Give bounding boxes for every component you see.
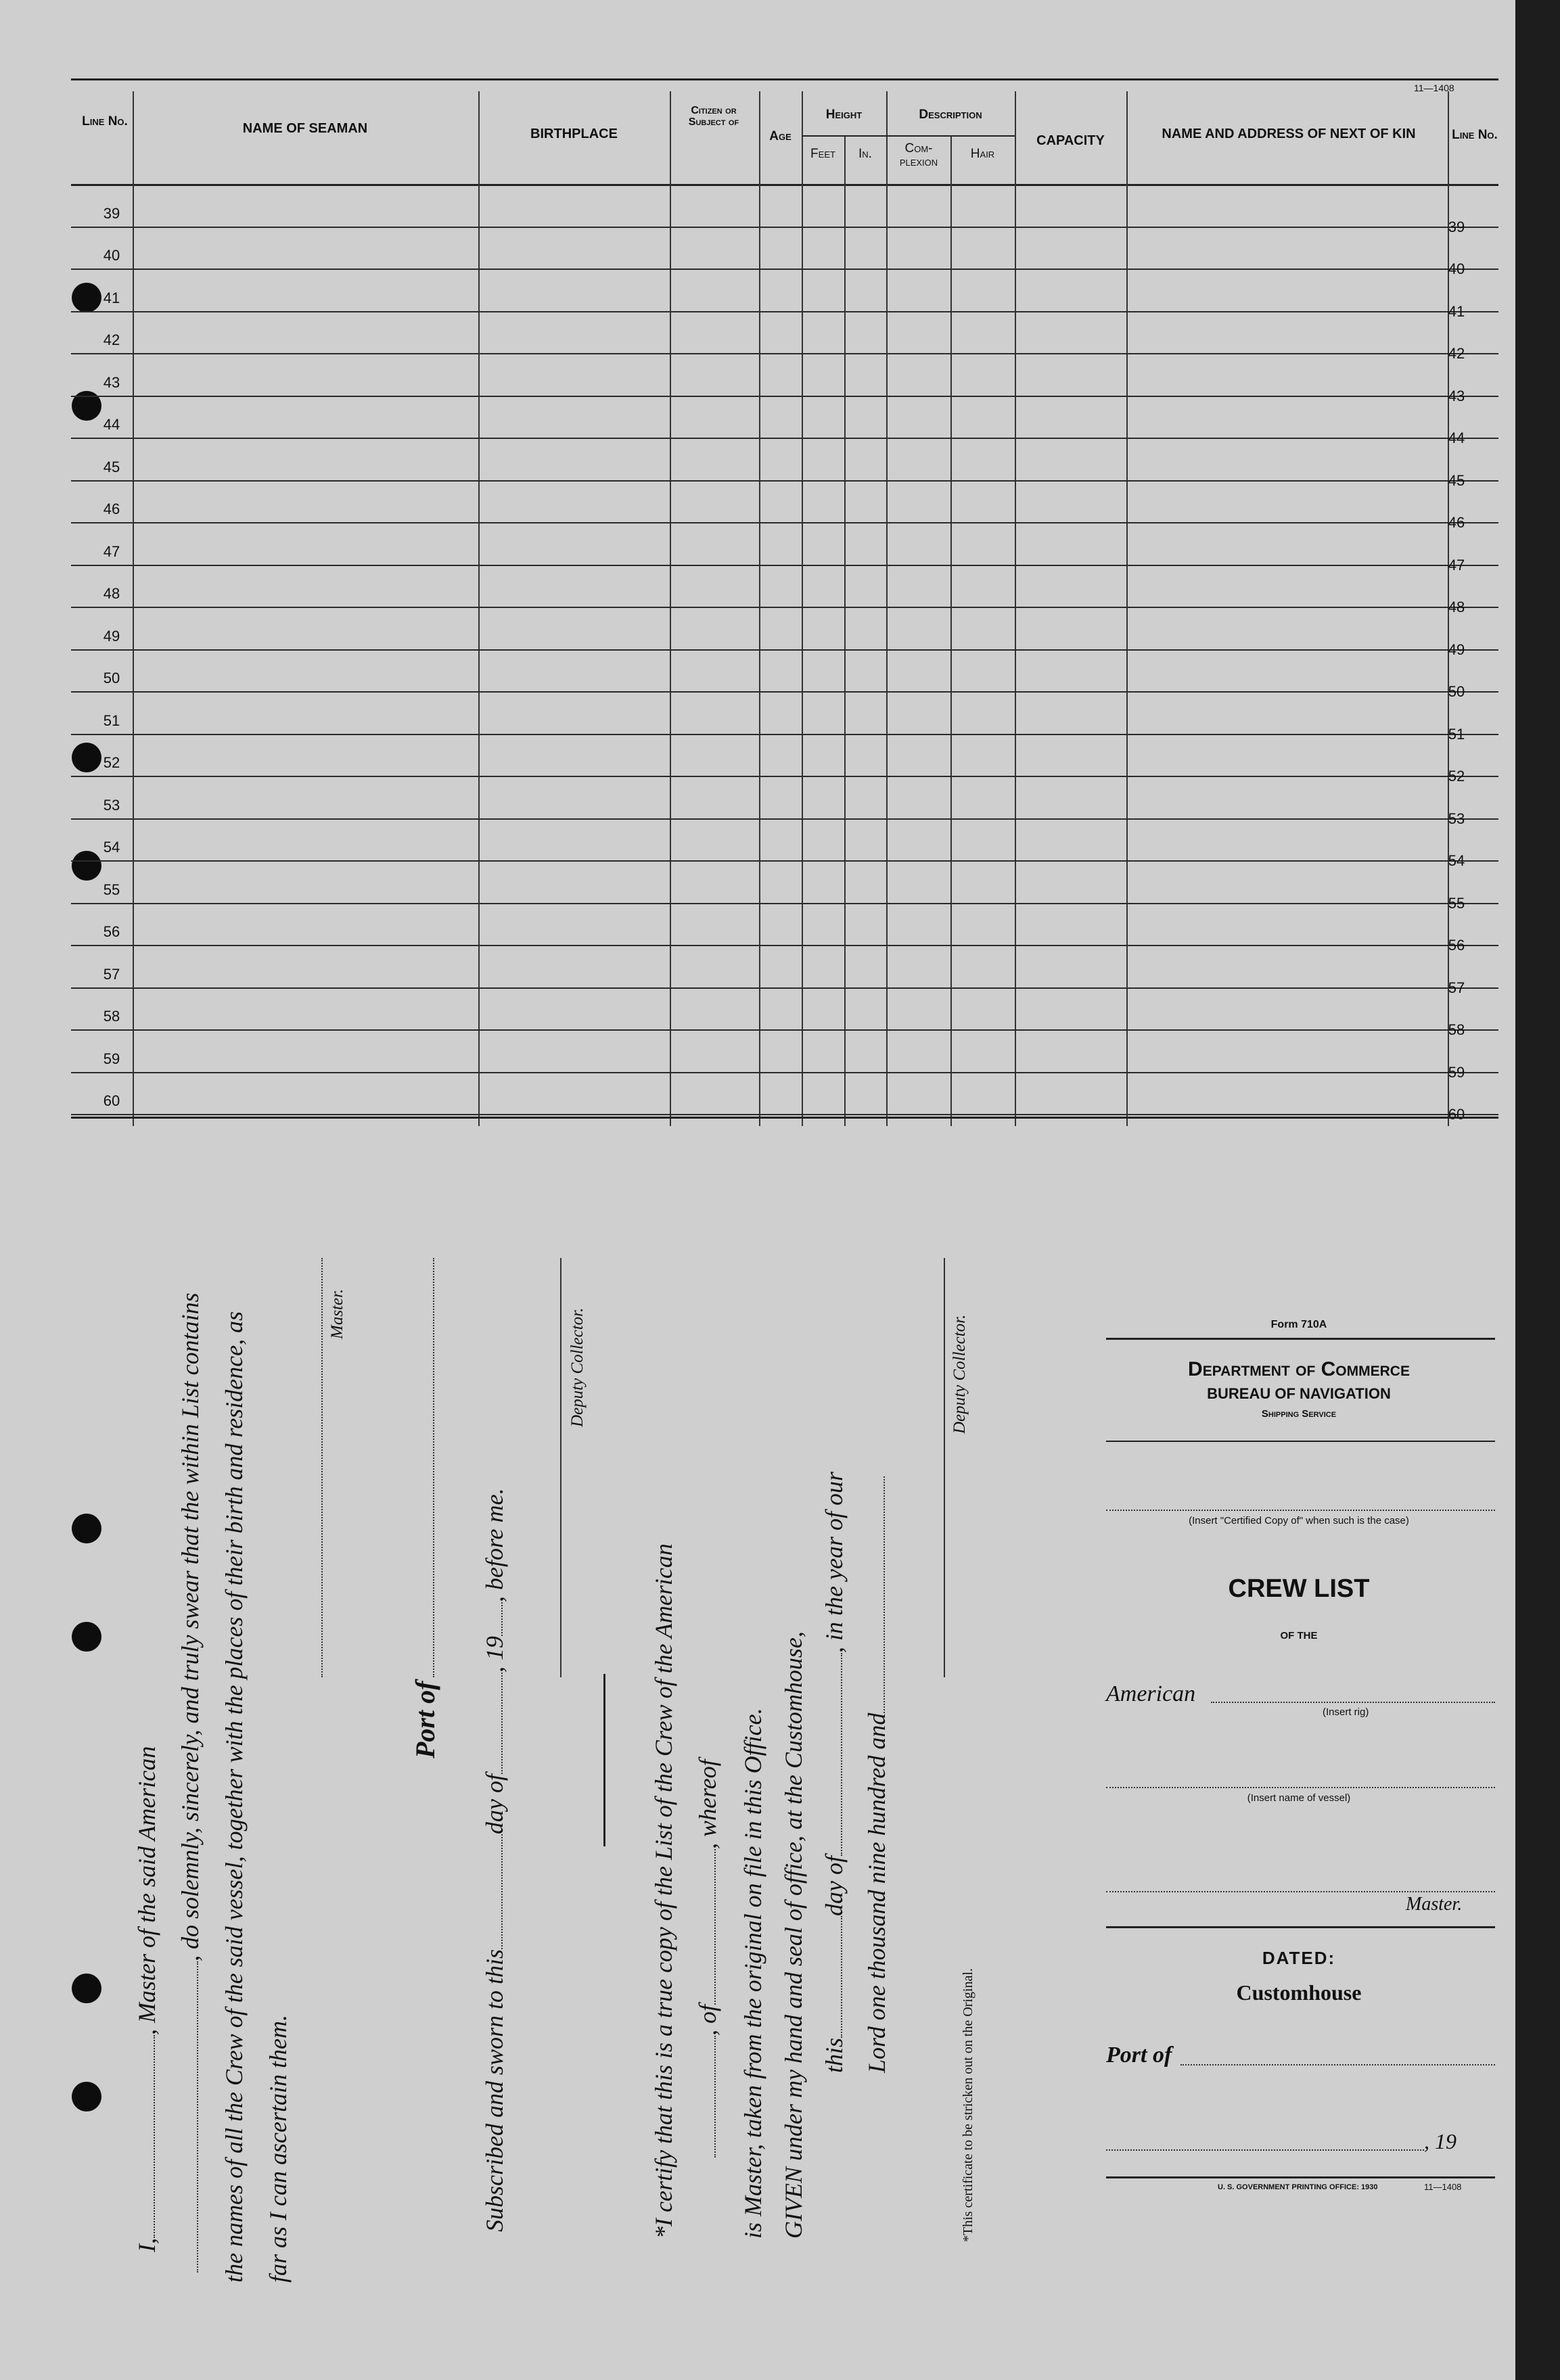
dated-label: DATED: <box>1262 1948 1336 1968</box>
table-row <box>71 311 1498 312</box>
line-number-left: 60 <box>103 1092 120 1109</box>
line-number-right: 57 <box>1448 979 1465 996</box>
line-number-right: 41 <box>1448 302 1465 320</box>
certificate-line-4: GIVEN under my hand and seal of office, at the Customhouse, <box>780 1631 807 2239</box>
insert-rig-note: (Insert rig) <box>1323 1706 1369 1718</box>
col-line <box>802 91 803 1126</box>
line-number-right: 58 <box>1448 1021 1465 1038</box>
col-line <box>886 91 888 1126</box>
cover-master-label: Master. <box>1406 1894 1463 1915</box>
line-number-left: 52 <box>103 754 120 771</box>
bureau-title: BUREAU OF NAVIGATION <box>1207 1385 1391 1402</box>
table-row <box>71 353 1498 354</box>
form-number-bottom: 11—1408 <box>1424 2182 1462 2192</box>
crew-list-title: CREW LIST <box>1228 1574 1370 1603</box>
col-line <box>133 91 134 1126</box>
table-row <box>71 480 1498 482</box>
line-number-left: 51 <box>103 711 120 729</box>
header-description: Description <box>919 108 982 122</box>
line-number-left: 42 <box>103 331 120 348</box>
line-number-left: 44 <box>103 416 120 433</box>
deputy-collector-2-label: Deputy Collector. <box>950 1314 969 1434</box>
line-number-left: 48 <box>103 585 120 602</box>
line-number-left: 43 <box>103 373 120 391</box>
line-number-right: 54 <box>1448 852 1465 869</box>
line-number-left: 53 <box>103 796 120 814</box>
deputy-collector-1-line <box>560 1258 561 1677</box>
header-hair: Hair <box>970 147 995 161</box>
insert-vessel-note: (Insert name of vessel) <box>1247 1792 1351 1804</box>
certified-copy-note: (Insert "Certified Copy of" when such is the case) <box>1189 1515 1409 1526</box>
port-of-label: Port of <box>410 1681 440 1758</box>
table-row <box>71 860 1498 862</box>
table-row <box>71 945 1498 946</box>
col-line <box>670 91 671 1126</box>
header-name-of-seaman: NAME OF SEAMAN <box>242 121 368 136</box>
header-age: Age <box>769 129 792 143</box>
table-row <box>71 649 1498 651</box>
line-number-right: 52 <box>1448 768 1465 785</box>
oath-line-3: the names of all the Crew of the said vessel, together with the places of their birth and residence, as <box>221 1311 248 2283</box>
customhouse-label: Customhouse <box>1236 1980 1362 2005</box>
header-line-no-right: Line No. <box>1452 128 1498 142</box>
certificate-line-1: *I certify that this is a true copy of the List of the Crew of the American <box>650 1543 677 2239</box>
page-edge <box>1515 0 1560 2380</box>
american-label: American <box>1106 1681 1196 1706</box>
vessel-name-line <box>1106 1787 1495 1788</box>
table-row <box>71 987 1498 989</box>
form-label: Form 710A <box>1270 1319 1327 1330</box>
col-line <box>844 135 846 1126</box>
cover-bottom-rule <box>1106 2176 1495 2178</box>
height-subheader-rule <box>802 135 1015 137</box>
certificate-footnote: *This certificate to be stricken out on the Original. <box>961 1968 976 2242</box>
line-number-right: 56 <box>1448 937 1465 954</box>
line-number-left: 46 <box>103 500 120 517</box>
line-number-right: 55 <box>1448 894 1465 912</box>
line-number-left: 54 <box>103 839 120 856</box>
punch-hole <box>72 1514 101 1543</box>
line-number-left: 45 <box>103 458 120 475</box>
line-number-left: 39 <box>103 204 120 222</box>
header-feet: Feet <box>810 147 835 161</box>
subscribed-sworn-line: Subscribed and sworn to thisday of, 19, before me. <box>481 1488 508 2232</box>
header-birthplace: BIRTHPLACE <box>530 126 618 141</box>
cover-rule-3 <box>1106 1926 1495 1928</box>
line-number-left: 47 <box>103 542 120 560</box>
line-number-left: 58 <box>103 1008 120 1025</box>
line-number-right: 46 <box>1448 514 1465 531</box>
cover-port-line <box>1180 2064 1495 2066</box>
certificate-line-3: is Master, taken from the original on file in this Office. <box>739 1708 766 2239</box>
line-number-right: 45 <box>1448 471 1465 489</box>
col-line <box>478 91 480 1126</box>
rig-line <box>1211 1702 1495 1703</box>
line-number-right: 49 <box>1448 640 1465 658</box>
table-row <box>71 269 1498 270</box>
table-bottom-rule <box>71 1117 1498 1119</box>
table-top-rule <box>71 78 1498 80</box>
deputy-collector-2-line <box>944 1258 945 1677</box>
cover-rule-2 <box>1106 1441 1495 1442</box>
line-number-right: 50 <box>1448 683 1465 700</box>
header-complexion: Com-plexion <box>899 141 938 169</box>
master-name-line <box>1106 1891 1495 1892</box>
header-height: Height <box>825 108 863 122</box>
table-row <box>71 1029 1498 1031</box>
line-number-right: 42 <box>1448 345 1465 362</box>
header-citizen: Citizen or Subject of <box>688 105 739 128</box>
table-row <box>71 1114 1498 1115</box>
table-row <box>71 565 1498 566</box>
table-row <box>71 438 1498 439</box>
table-row <box>71 776 1498 777</box>
line-number-left: 49 <box>103 627 120 645</box>
oath-line-2: , do solemnly, sincerely, and truly swear that the within List contains <box>176 1292 204 2272</box>
deputy-collector-1-label: Deputy Collector. <box>568 1307 587 1427</box>
punch-hole <box>72 1622 101 1652</box>
certified-copy-line <box>1106 1510 1495 1511</box>
master-signature-label: Master. <box>328 1288 346 1339</box>
printing-office-note: U. S. GOVERNMENT PRINTING OFFICE: 1930 <box>1218 2183 1378 2191</box>
line-number-right: 47 <box>1448 556 1465 574</box>
table-row <box>71 522 1498 523</box>
header-line-no: Line No. <box>82 114 128 129</box>
cover-date-line <box>1106 2149 1424 2151</box>
header-capacity: CAPACITY <box>1036 133 1105 148</box>
section-divider <box>603 1674 605 1846</box>
line-number-right: 48 <box>1448 599 1465 615</box>
header-next-of-kin: NAME AND ADDRESS OF NEXT OF KIN <box>1162 126 1416 141</box>
line-number-left: 50 <box>103 670 120 686</box>
table-row <box>71 691 1498 693</box>
table-row <box>71 227 1498 228</box>
header-inches: In. <box>858 147 872 161</box>
oath-line-1: I,, Master of the said American <box>133 1746 160 2252</box>
cover-top-rule <box>1106 1338 1495 1340</box>
table-row <box>71 818 1498 820</box>
line-number-left: 57 <box>103 965 120 983</box>
line-number-left: 59 <box>103 1050 120 1067</box>
line-number-right: 53 <box>1448 810 1465 827</box>
port-of-line <box>433 1258 434 1677</box>
master-signature-line <box>321 1258 323 1677</box>
col-line <box>950 135 952 1126</box>
line-number-right: 43 <box>1448 387 1465 404</box>
line-number-right: 44 <box>1448 429 1465 446</box>
line-number-left: 41 <box>103 289 120 306</box>
punch-hole <box>72 2082 101 2111</box>
department-title: Department of Commerce <box>1188 1358 1410 1380</box>
certificate-line-2: , of, whereof <box>693 1759 722 2157</box>
line-number-right: 60 <box>1448 1106 1465 1123</box>
certificate-line-6: Lord one thousand nine hundred and <box>863 1476 891 2073</box>
table-row <box>71 1072 1498 1073</box>
line-number-left: 40 <box>103 247 120 264</box>
cover-year-label: , 19 <box>1424 2129 1456 2153</box>
col-line <box>1126 91 1128 1126</box>
col-line <box>1015 91 1016 1126</box>
line-number-right: 39 <box>1448 218 1465 235</box>
punch-hole <box>72 1974 101 2003</box>
table-row <box>71 396 1498 397</box>
oath-line-4: far as I can ascertain them. <box>265 2015 292 2283</box>
table-header-rule <box>71 184 1498 186</box>
line-number-left: 55 <box>103 881 120 898</box>
table-row <box>71 607 1498 608</box>
table-row <box>71 734 1498 735</box>
service-title: Shipping Service <box>1261 1408 1337 1420</box>
line-number-right: 51 <box>1448 725 1465 743</box>
certificate-line-5: thisday of, in the year of our <box>821 1472 848 2073</box>
of-the-label: OF THE <box>1280 1630 1318 1641</box>
line-number-right: 59 <box>1448 1063 1465 1081</box>
form-number-top: 11—1408 <box>1414 83 1454 93</box>
col-line <box>759 91 760 1126</box>
line-number-left: 56 <box>103 923 120 940</box>
line-number-right: 40 <box>1448 260 1465 277</box>
cover-port-of-label: Port of <box>1106 2043 1172 2068</box>
table-row <box>71 903 1498 904</box>
